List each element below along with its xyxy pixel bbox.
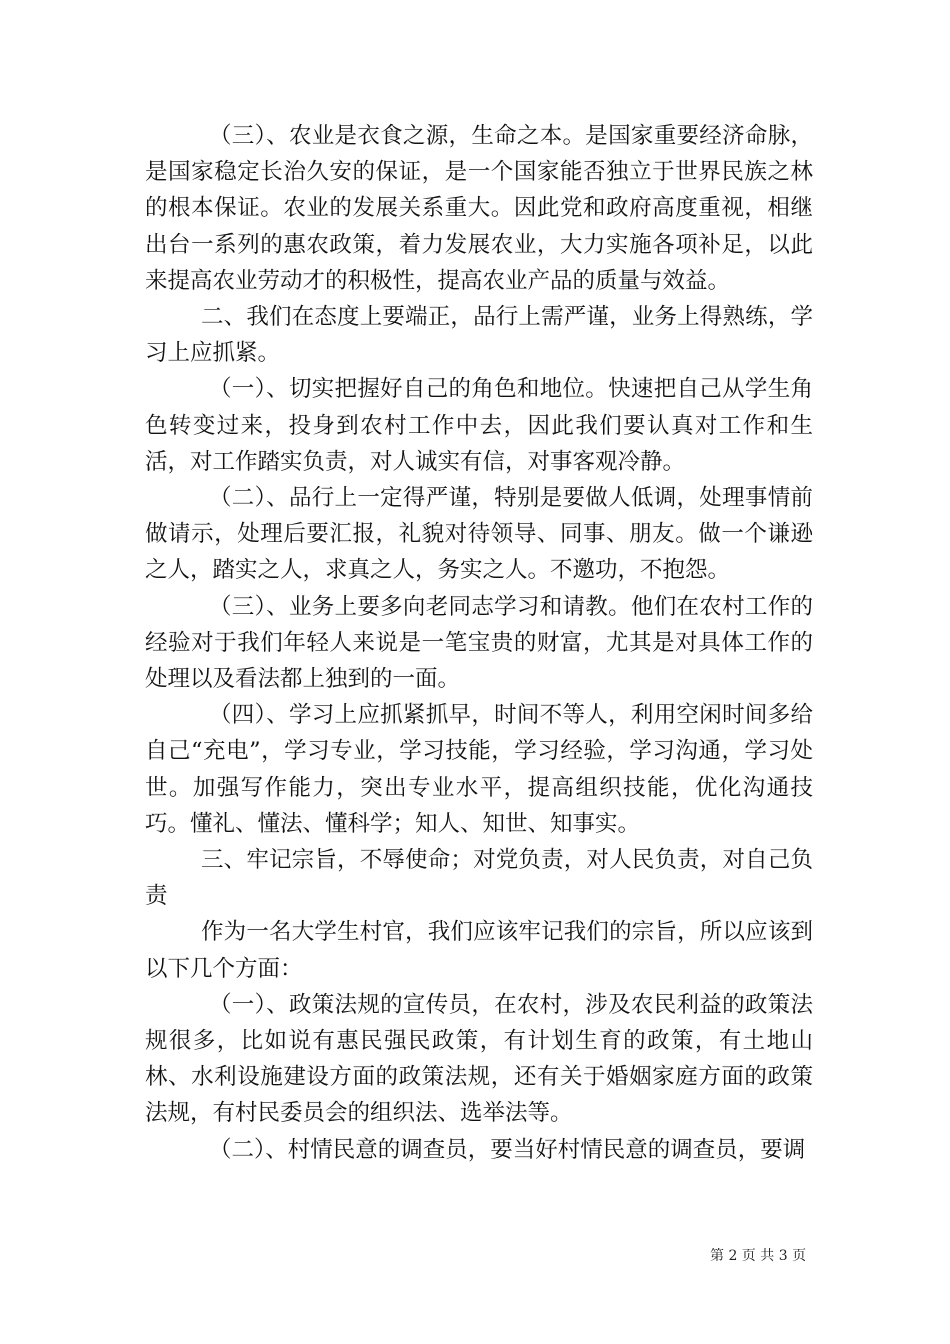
paragraph-role-position: （一）、切实把握好自己的角色和地位。快速把自己从学生角色转变过来，投身到农村工作中去，因此我们要认真对工作和生活，对工作踏实负责，对人诚实有信，对事客观冷静。 xyxy=(145,376,813,475)
heading-section-two: 二、我们在态度上要端正，品行上需严谨，业务上得熟练，学习上应抓紧。 xyxy=(145,304,813,367)
page-number: 第 2 页 共 3 页 xyxy=(710,1248,807,1264)
paragraph-conduct: （二）、品行上一定得严谨，特别是要做人低调，处理事情前做请示，处理后要汇报，礼貌对待领导、同事、朋友。做一个谦逊之人，踏实之人，求真之人，务实之人。不邀功，不抱怨。 xyxy=(145,485,813,584)
paragraph-intro-aspects: 作为一名大学生村官，我们应该牢记我们的宗旨，所以应该到以下几个方面： xyxy=(145,919,813,982)
heading-section-three: 三、牢记宗旨，不辱使命；对党负责，对人民负责，对自己负责 xyxy=(145,847,813,910)
paragraph-study: （四）、学习上应抓紧抓早，时间不等人，利用空闲时间多给自己“充电”，学习专业，学习技能，学习经验，学习沟通，学习处世。加强写作能力，突出专业水平，提高组织技能，优化沟通技巧。懂礼、懂法、懂科学；知人、知世、知事实。 xyxy=(145,702,813,837)
paragraph-agriculture: （三）、农业是衣食之源，生命之本。是国家重要经济命脉，是国家稳定长治久安的保证，是一个国家能否独立于世界民族之林的根本保证。农业的发展关系重大。因此党和政府高度重视，相继出台一系列的惠农政策，着力发展农业，大力实施各项补足，以此来提高农业劳动才的积极性，提高农业产品的质量与效益。 xyxy=(145,123,813,294)
paragraph-survey: （二）、村情民意的调查员，要当好村情民意的调查员，要调 xyxy=(209,1136,806,1163)
document-body xyxy=(145,118,813,1168)
paragraph-learn-from-seniors: （三）、业务上要多向老同志学习和请教。他们在农村工作的经验对于我们年轻人来说是一笔宝贵的财富，尤其是对具体工作的处理以及看法都上独到的一面。 xyxy=(145,593,813,693)
paragraph-policy-promoter: （一）、政策法规的宣传员，在农村，涉及农民利益的政策法规很多，比如说有惠民强民政策，有计划生育的政策，有土地山林、水利设施建设方面的政策法规，还有关于婚姻家庭方面的政策法规，有村民委员会的组织法、选举法等。 xyxy=(145,991,813,1127)
